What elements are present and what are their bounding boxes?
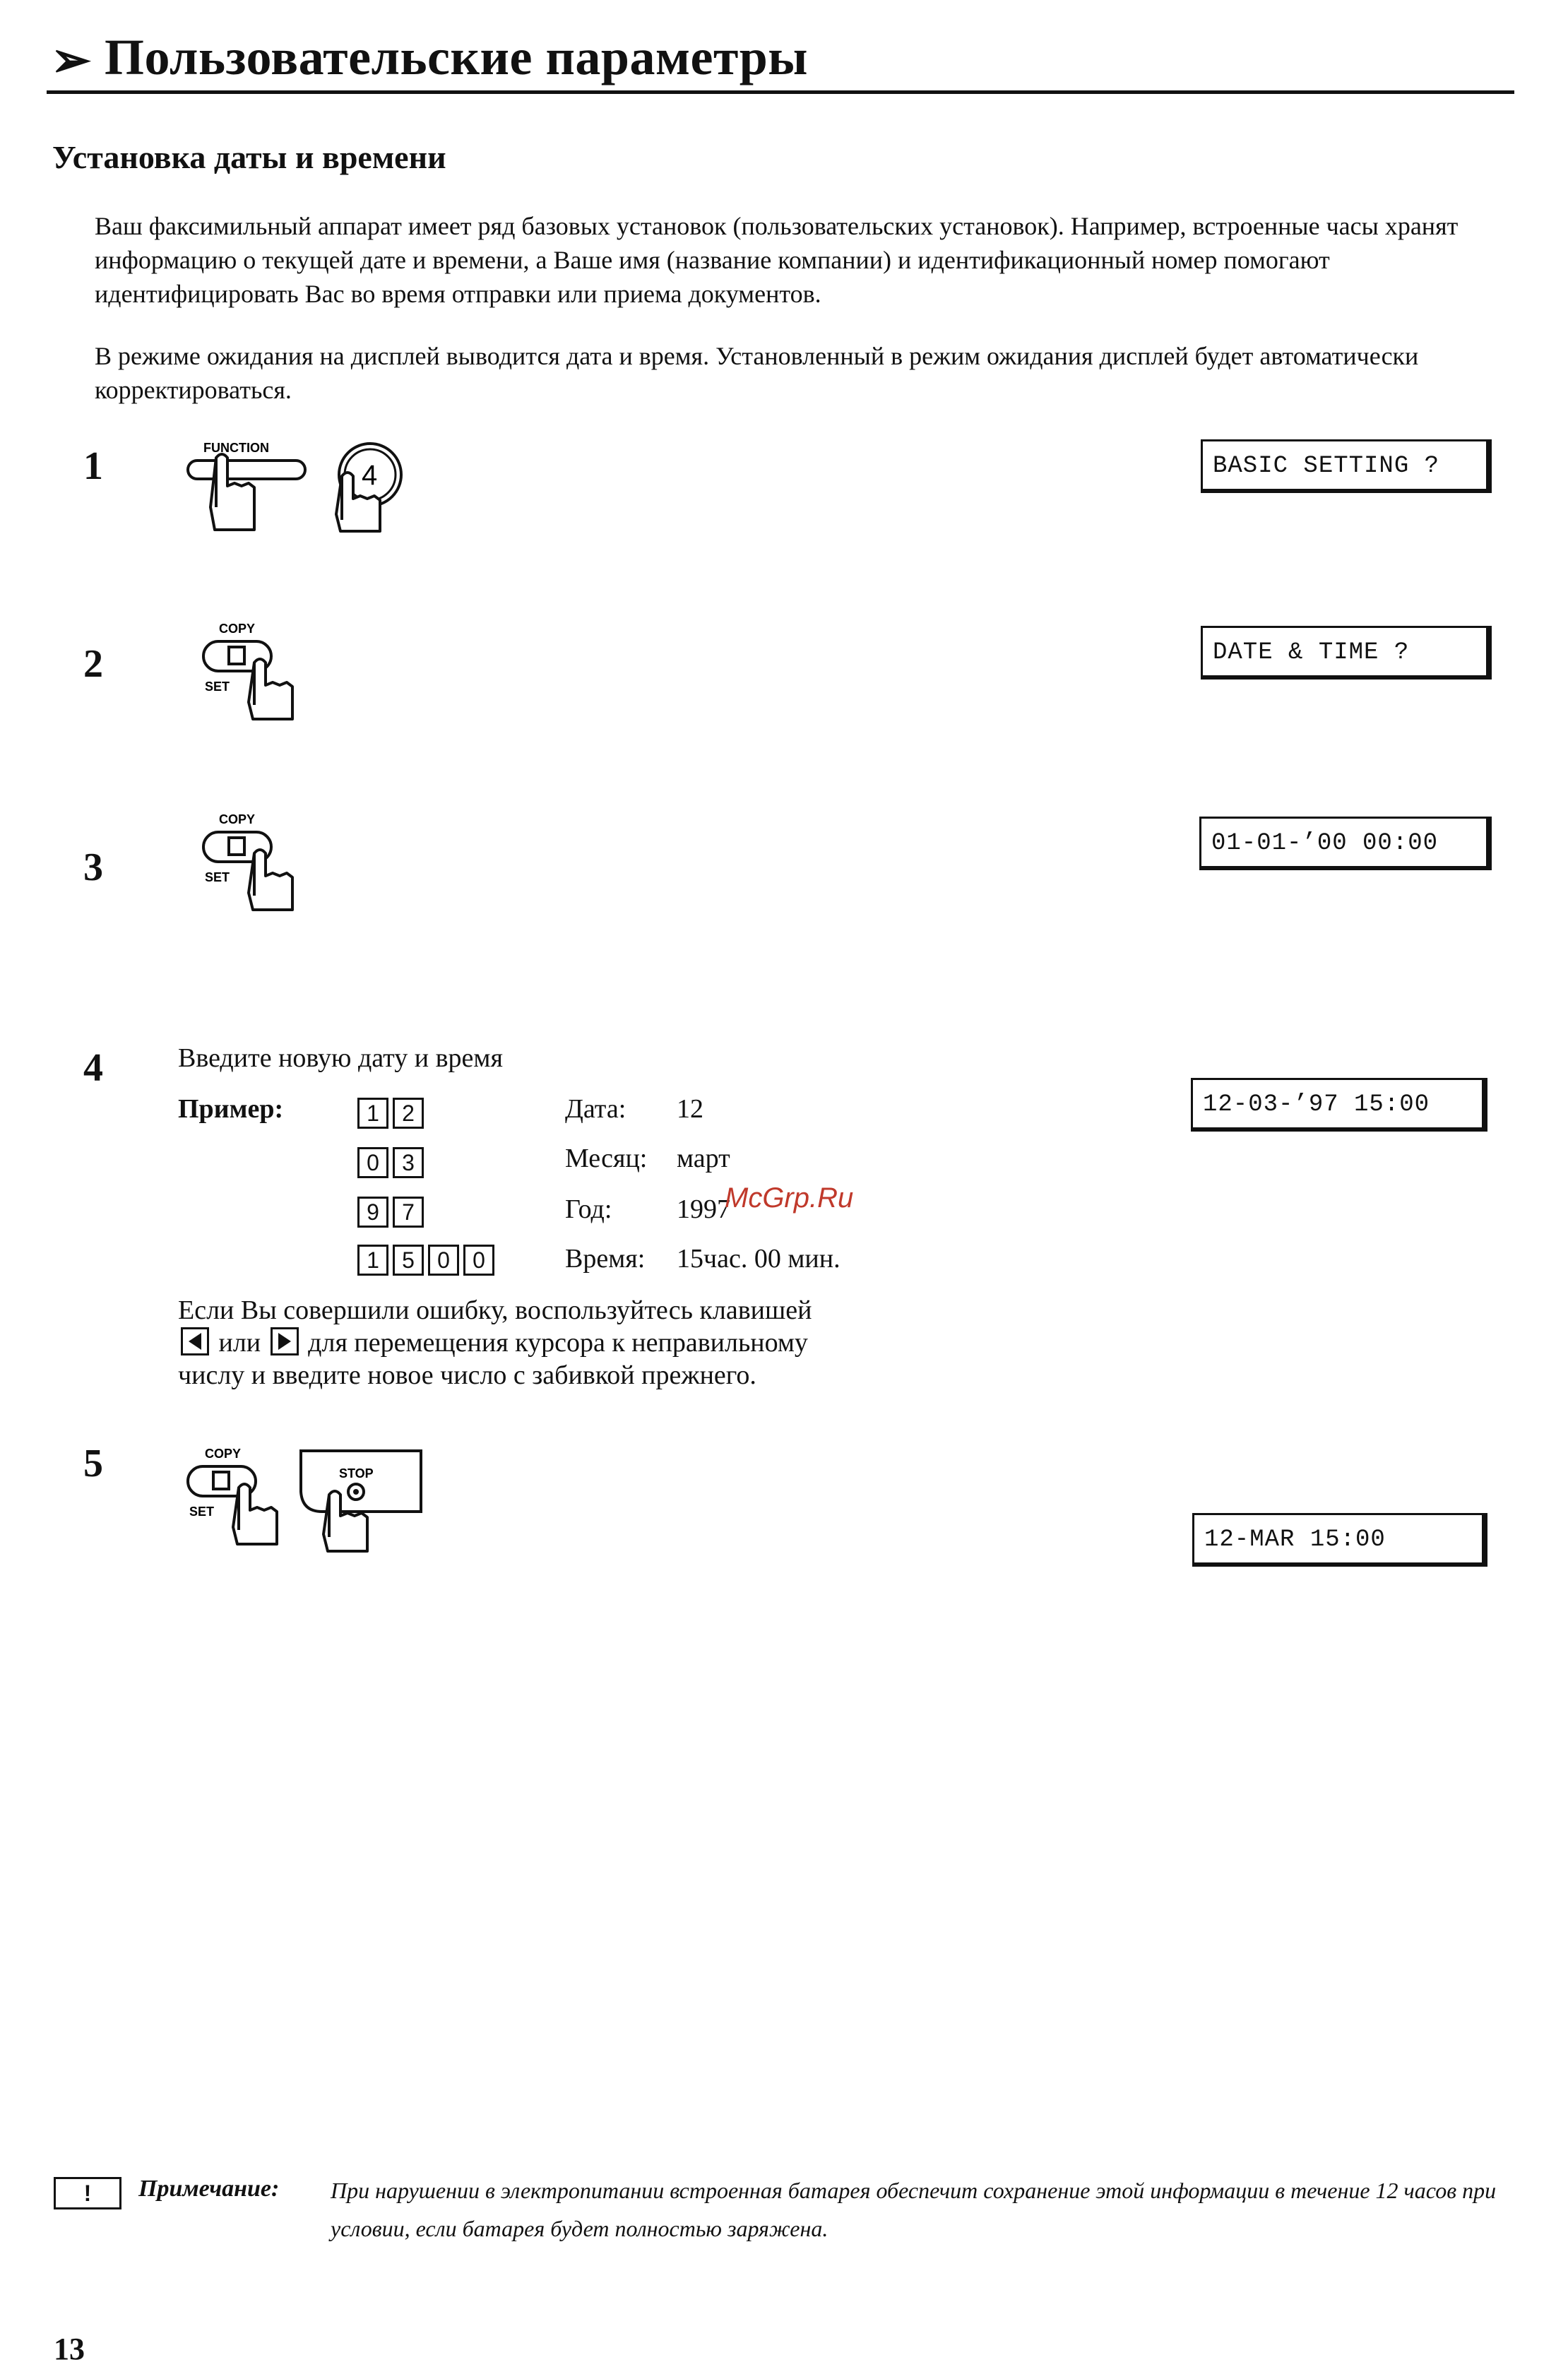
note-text: При нарушении в электропитании встроенная батарея обеспечит сохранение этой информации в течение 12 часов при условии, если батарея будет полностью заряжена. [331,2178,1497,2241]
page-title: Пользовательские параметры [105,29,808,85]
right-arrow-key-icon [271,1327,299,1355]
year-value: 1997 [677,1194,730,1224]
error-instruction [178,1294,955,1392]
key-glyph: 0 [428,1245,459,1276]
function-key [188,461,305,479]
step-number-3: 3 [83,846,103,889]
set-caption: SET [205,870,230,884]
error-line-2-text: для перемещения курсора к неправильному [308,1328,808,1358]
key-glyph: 2 [393,1098,424,1129]
key-glyph: 3 [393,1147,424,1178]
function-key-illustration [181,437,421,535]
hand-press-icon [233,1484,277,1544]
copy-set-key-illustration [195,811,315,917]
key-glyph: 1 [357,1098,388,1129]
date-value: 12 [677,1094,703,1124]
key-glyph: 7 [393,1197,424,1228]
section-title: Установка даты и времени [52,139,446,175]
step-number-4: 4 [83,1046,103,1090]
year-label: Год: [565,1194,612,1224]
arrowhead-icon: ➢ [51,33,91,87]
intro-paragraph-2: В режиме ожидания на дисплей выводится дата и время. Установленный в режим ожидания дисплей будет автоматически корректироваться. [95,342,1419,404]
key-glyph: 0 [463,1245,494,1276]
error-line-1: Если Вы совершили ошибку, воспользуйтесь клавишей [178,1295,812,1325]
display-step-4: 12-03-’97 15:00 [1191,1078,1487,1132]
function-key-caption: FUNCTION [203,441,269,455]
display-step-5: 12-MAR 15:00 [1192,1513,1487,1567]
note-label: Примечание: [138,2176,280,2202]
copy-set-stop-illustration [181,1445,435,1558]
example-label: Пример: [178,1094,284,1124]
error-line-3: числу и введите новое число с забивкой прежнего. [178,1360,756,1390]
example-row-time [357,1245,499,1276]
watermark: McGrp.Ru [725,1182,854,1214]
set-caption: SET [189,1505,215,1519]
hand-press-icon [210,454,254,530]
key-glyph: 5 [393,1245,424,1276]
month-value: март [677,1144,730,1173]
stop-caption: STOP [339,1466,374,1481]
time-value: 15час. 00 мин. [677,1244,841,1274]
key-glyph: 0 [357,1147,388,1178]
copy-caption: COPY [219,622,256,636]
hand-press-icon [249,659,292,719]
step-number-5: 5 [83,1442,103,1485]
intro-paragraph-1: Ваш факсимильный аппарат имеет ряд базовых установок (пользовательских установок). Например, встроенные часы хранят информацию о текущей дате и времени, а Ваше имя (название компании) и идентификационный номер помогают идентифицировать Вас во время отправки или приема документов. [95,212,1459,308]
left-arrow-key-icon [181,1327,209,1355]
example-row-date [357,1098,428,1129]
display-step-1: BASIC SETTING ? [1201,439,1492,493]
key-4-label: 4 [362,460,378,491]
copy-caption: COPY [205,1447,242,1461]
display-step-3: 01-01-’00 00:00 [1199,817,1492,870]
title-rule [47,90,1514,94]
key-glyph: 9 [357,1197,388,1228]
example-row-month [357,1147,428,1178]
step-4-instruction: Введите новую дату и время [178,1043,503,1073]
example-row-year [357,1197,428,1228]
key-glyph: 1 [357,1245,388,1276]
stop-key [301,1451,421,1512]
page-number: 13 [54,2332,85,2366]
hand-press-icon [323,1491,367,1551]
month-label: Месяц: [565,1144,648,1173]
step-number-2: 2 [83,642,103,686]
note-icon: ! [54,2177,121,2209]
or-word: или [218,1328,261,1358]
copy-caption: COPY [219,812,256,826]
date-label: Дата: [565,1094,626,1124]
error-line-2 [178,1327,955,1359]
time-label: Время: [565,1244,646,1274]
copy-set-key-illustration [195,620,315,726]
hand-press-icon [249,850,292,910]
display-step-2: DATE & TIME ? [1201,626,1492,680]
step-number-1: 1 [83,444,103,488]
set-caption: SET [205,680,230,694]
